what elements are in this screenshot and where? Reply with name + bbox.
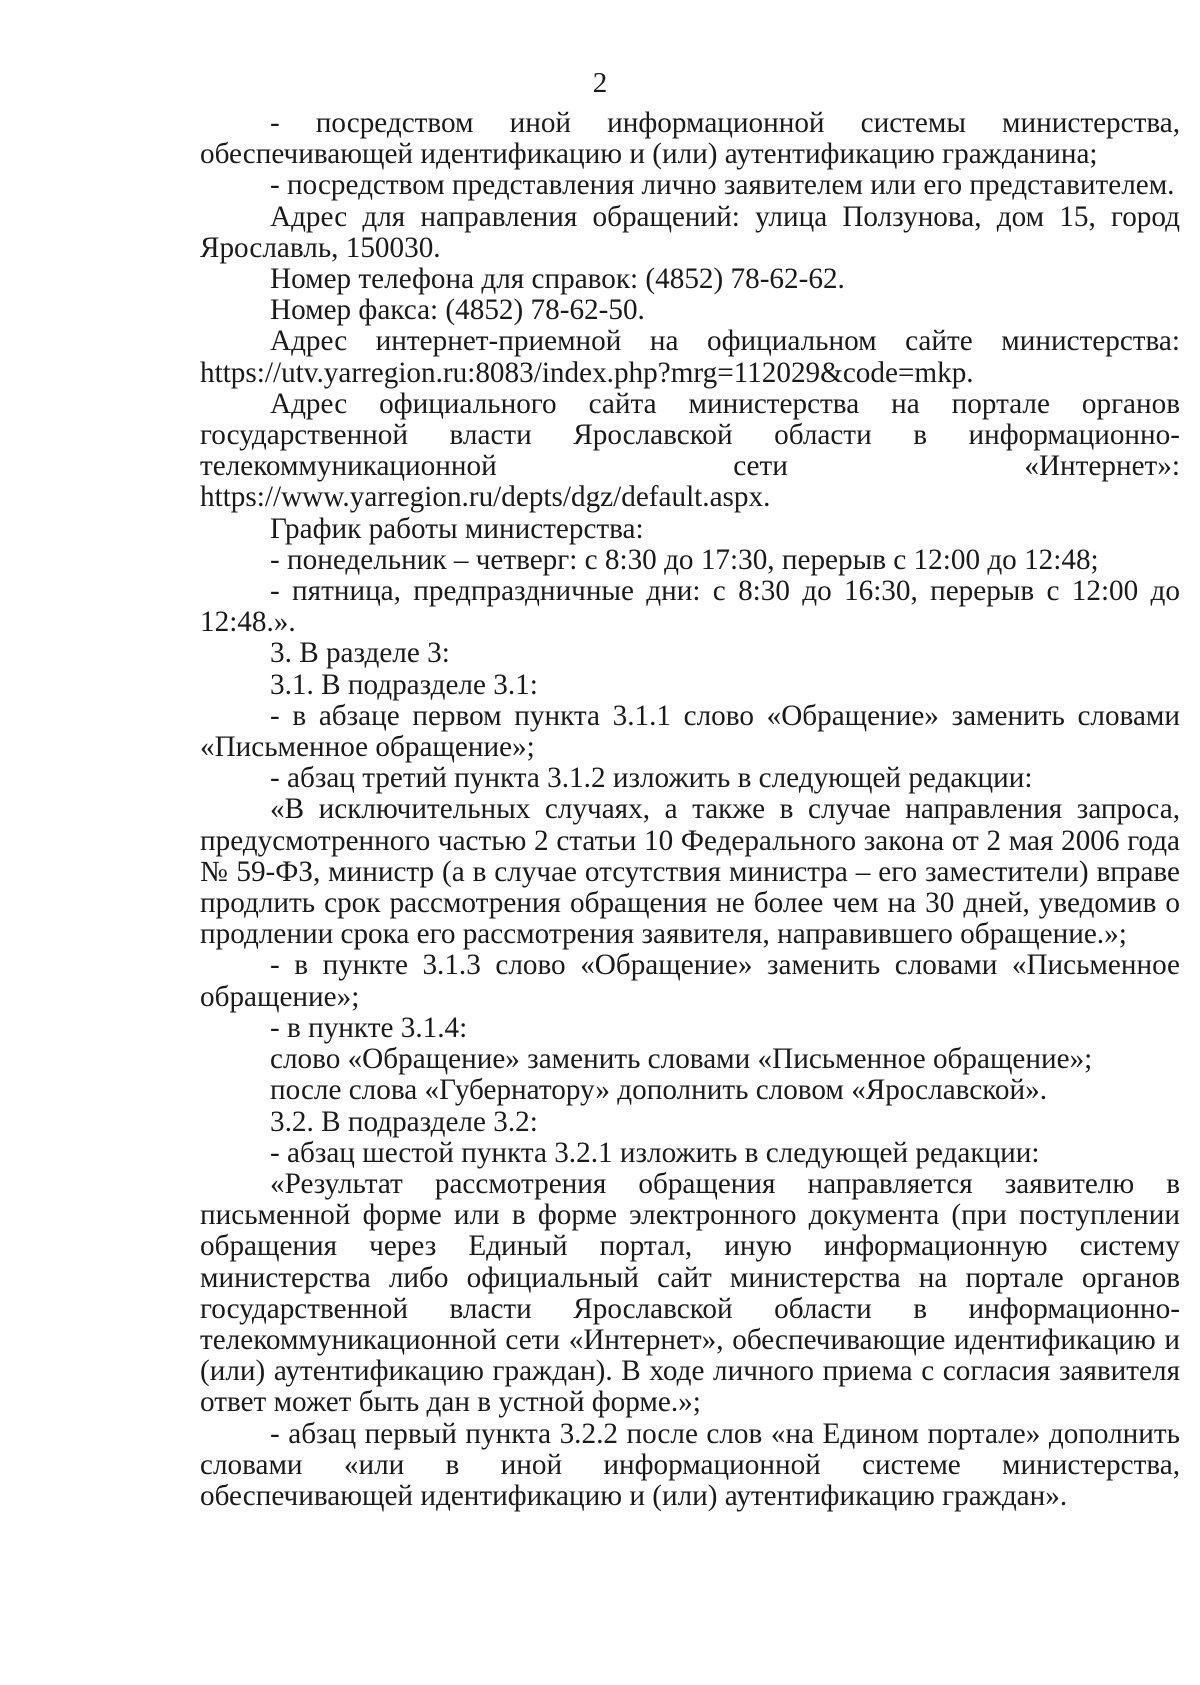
document-body [200,108,1180,1512]
paragraph: Номер телефона для справок: (4852) 78-62-62. [270,263,845,296]
paragraph: Номер факса: (4852) 78-62-50. [270,294,645,327]
paragraph: - абзац третий пункта 3.1.2 изложить в следующей редакции: [270,762,1033,795]
paragraph: Адрес для направления обращений: улица Ползунова, дом 15, город Ярославль, 150030. [200,200,1180,264]
paragraph: - абзац шестой пункта 3.2.1 изложить в следующей редакции: [270,1136,1040,1169]
paragraph: 3. В разделе 3: [270,637,450,670]
paragraph: - в пункте 3.1.3 слово «Обращение» заменить словами «Письменное обращение»; [200,949,1180,1013]
paragraph: - посредством представления лично заявителем или его представителем. [270,169,1175,202]
paragraph: - пятница, предпраздничные дни: с 8:30 до 16:30, перерыв с 12:00 до 12:48.». [200,575,1180,639]
paragraph: - понедельник – четверг: с 8:30 до 17:30, перерыв с 12:00 до 12:48; [270,543,1099,576]
paragraph: 3.2. В подразделе 3.2: [270,1105,538,1138]
paragraph: - в пункте 3.1.4: [270,1011,468,1044]
paragraph: после слова «Губернатору» дополнить словом «Ярославской». [270,1074,1048,1107]
paragraph: - абзац первый пункта 3.2.2 после слов «на Едином портале» дополнить словами «или в иной информационной системе министерства, обеспечивающей идентификацию и (или) аутентификацию граждан». [200,1417,1180,1512]
paragraph: «В исключительных случаях, а также в случае направления запроса, предусмотренного частью 2 статьи 10 Федерального закона от 2 мая 2006 года № 59-ФЗ, министр (а в случае отсутствия министра – его заместители) вправе продлить срок рассмотрения обращения не более чем на 30 дней, уведомив о продлении срока его рассмотрения заявителя, направившего обращение.»; [200,793,1180,951]
paragraph: - в абзаце первом пункта 3.1.1 слово «Обращение» заменить словами «Письменное обращение»; [200,699,1180,764]
paragraph: Адрес интернет-приемной на официальном сайте министерства: https://utv.yarregion.ru:8083/index.php?mrg=112029&code=mkp. [200,325,1180,389]
paragraph: «Результат рассмотрения обращения направляется заявителю в письменной форме или в форме электронного документа (при поступлении обращения через Единый портал, иную информационную систему министерства либо официальный сайт министерства на портале органов государственной власти Ярославской области в информационно-телекоммуникационной сети «Интернет», обеспечивающие идентификацию и (или) аутентификацию граждан). В ходе личного приема с согласия заявителя ответ может быть дан в устной форме.»; [200,1167,1180,1419]
paragraph: слово «Обращение» заменить словами «Письменное обращение»; [270,1043,1093,1076]
page-number: 2 [592,67,608,99]
paragraph: Адрес официального сайта министерства на портале органов государственной власти Ярославской области в информационно-телекоммуникационной сети «Интернет»: https://www.yarregion.ru/depts/dgz/default.aspx. [200,387,1180,514]
paragraph: График работы министерства: [270,512,644,545]
paragraph: 3.1. В подразделе 3.1: [270,668,538,701]
paragraph: - посредством иной информационной системы министерства, обеспечивающей идентификацию и (или) аутентификацию гражданина; [200,107,1180,171]
